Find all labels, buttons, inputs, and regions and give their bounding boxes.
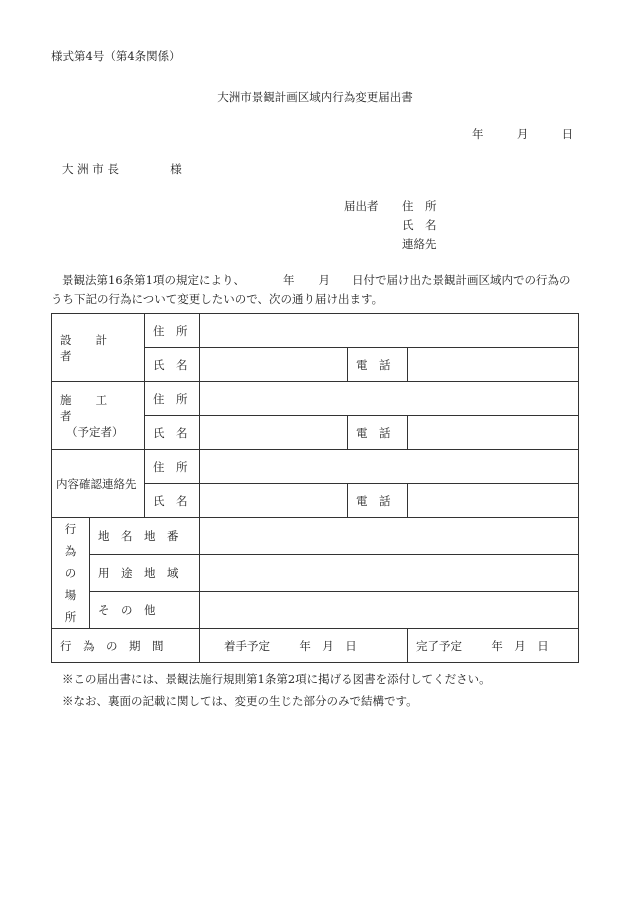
designer-label-cell (52, 314, 145, 382)
body-month: 月 (318, 273, 330, 287)
location-row-1 (52, 518, 579, 555)
start-label: 着手予定 (224, 638, 270, 653)
constructor-label-cell (52, 382, 145, 450)
lot-number-label: 地 名 地 番 (90, 518, 200, 555)
designer-address-row (52, 314, 579, 348)
notifier-name-label: 氏 名 (402, 218, 437, 232)
location-label-char-4: 場 (64, 588, 77, 602)
contact-label-cell (52, 450, 145, 518)
start-date: 年 月 日 (299, 638, 357, 653)
constructor-address-row (52, 382, 579, 416)
designer-address-field[interactable] (200, 314, 579, 348)
addressee-honorific: 様 (170, 162, 182, 176)
location-label-char-2: 為 (64, 544, 77, 558)
date-line (472, 126, 573, 142)
constructor-address-field[interactable] (200, 382, 579, 416)
contact-phone-label: 電 話 (348, 484, 408, 518)
contact-name-label: 氏 名 (145, 484, 200, 518)
note-2: ※なお、裏面の記載に関しては、変更の生じた部分のみで結構です。 (62, 694, 418, 708)
lot-number-field[interactable] (200, 518, 579, 555)
period-label: 行 為 の 期 間 (52, 629, 200, 663)
designer-address-label: 住 所 (145, 314, 200, 348)
constructor-name-label: 氏 名 (145, 416, 200, 450)
constructor-phone-field[interactable] (408, 416, 579, 450)
form-number: 様式第4号（第4条関係） (51, 49, 181, 63)
contact-address-row (52, 450, 579, 484)
constructor-phone-label: 電 話 (348, 416, 408, 450)
other-label: そ の 他 (90, 592, 200, 629)
location-label-cell (52, 518, 90, 629)
contact-label: 内容確認連絡先 (56, 476, 137, 491)
location-row-3 (52, 592, 579, 629)
period-row (52, 629, 579, 663)
end-label: 完了予定 (416, 638, 462, 653)
period-start-cell[interactable] (200, 629, 408, 663)
form-table (51, 313, 579, 663)
designer-phone-label: 電 話 (348, 348, 408, 382)
addressee-name: 大 洲 市 長 (62, 162, 119, 176)
location-row-2 (52, 555, 579, 592)
date-day: 日 (561, 127, 574, 141)
location-label-char-5: 所 (64, 610, 77, 624)
notifier-contact-label: 連絡先 (402, 237, 437, 251)
other-field[interactable] (200, 592, 579, 629)
contact-name-field[interactable] (200, 484, 348, 518)
notifier-address-label: 住 所 (402, 199, 437, 213)
document-title: 大洲市景観計画区域内行為変更届出書 (217, 90, 413, 104)
zoning-field[interactable] (200, 555, 579, 592)
contact-phone-field[interactable] (408, 484, 579, 518)
contact-address-label: 住 所 (145, 450, 200, 484)
designer-name-field[interactable] (200, 348, 348, 382)
constructor-label-sub: （予定者） (66, 424, 124, 439)
date-month: 月 (516, 127, 529, 141)
notes (62, 668, 491, 712)
date-year: 年 (472, 127, 484, 141)
location-label-char-3: の (64, 566, 77, 580)
location-label-char-1: 行 (64, 522, 77, 536)
zoning-label: 用 途 地 域 (90, 555, 200, 592)
constructor-address-label: 住 所 (145, 382, 200, 416)
constructor-name-field[interactable] (200, 416, 348, 450)
end-date: 年 月 日 (491, 638, 549, 653)
contact-address-field[interactable] (200, 450, 579, 484)
constructor-label: 施 工 者 (60, 392, 132, 423)
designer-phone-field[interactable] (408, 348, 579, 382)
body-line-2: うち下記の行為について変更したいので、次の通り届け出ます。 (51, 292, 384, 306)
addressee (62, 161, 182, 177)
designer-label: 設 計 者 (60, 332, 132, 363)
period-end-cell[interactable] (408, 629, 579, 663)
note-1: ※この届出書には、景観法施行規則第1条第2項に掲げる図書を添付してください。 (62, 672, 491, 686)
body-text-1a: 景観法第16条第1項の規定により、 (62, 273, 245, 287)
designer-name-label: 氏 名 (145, 348, 200, 382)
notifier-label: 届出者 (344, 199, 379, 213)
body-line-1 (62, 272, 570, 288)
body-text-1b: 日付で届け出た景観計画区域内での行為の (351, 273, 571, 287)
body-year: 年 (282, 273, 295, 287)
